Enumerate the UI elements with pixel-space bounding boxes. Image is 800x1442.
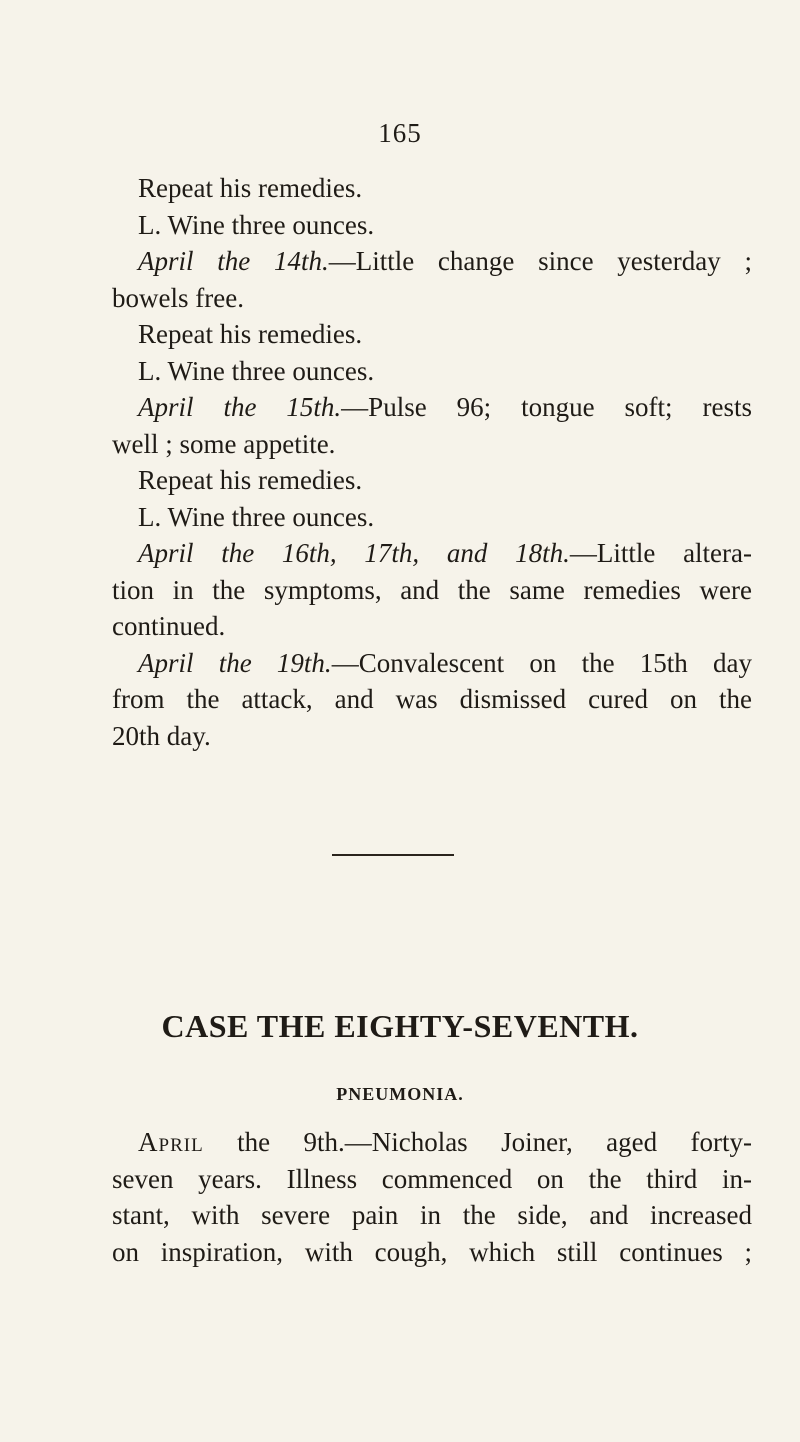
- text-line: bowels free.: [112, 282, 244, 313]
- entry-date: April the 15th.: [138, 392, 342, 422]
- entry-lead: April: [138, 1127, 204, 1157]
- entry-date: April the 14th.: [138, 246, 329, 276]
- text-line: continued.: [112, 611, 226, 641]
- text-line: L. Wine three ounces.: [138, 209, 375, 240]
- case-body: [112, 1124, 752, 1270]
- dated-entry: April the 14th.—Little change since yesterday ;: [138, 246, 752, 276]
- text-line: L. Wine three ounces.: [138, 501, 375, 532]
- text-line: well ; some appetite.: [112, 428, 336, 459]
- entry-date: April the 16th, 17th, and 18th.: [138, 538, 570, 568]
- case-notes: [112, 170, 752, 754]
- page-number: 165: [378, 118, 422, 148]
- text-line: from the attack, and was dismissed cured on the: [112, 684, 752, 714]
- text-line: Repeat his remedies.: [138, 465, 363, 495]
- text-line: seven years. Illness commenced on the third in-: [112, 1163, 752, 1194]
- section-divider: [332, 854, 454, 856]
- text-line: April the 9th.—Nicholas Joiner, aged forty-: [138, 1127, 752, 1157]
- dated-entry: April the 16th, 17th, and 18th.—Little altera-: [138, 538, 753, 568]
- text-line: tion in the symptoms, and the same remedies were: [112, 574, 752, 605]
- text-line: stant, with severe pain in the side, and increased: [112, 1200, 752, 1230]
- dated-entry: April the 19th.—Convalescent on the 15th day: [138, 647, 752, 678]
- entry-date: April the 19th.: [138, 647, 332, 678]
- text-line: L. Wine three ounces.: [138, 355, 375, 386]
- text-line: 20th day.: [112, 720, 211, 751]
- text-line: Repeat his remedies.: [138, 173, 363, 203]
- dated-entry: April the 15th.—Pulse 96; tongue soft; rests: [138, 392, 752, 422]
- text-line: Repeat his remedies.: [138, 319, 363, 349]
- text-line: on inspiration, with cough, which still continues ;: [112, 1236, 752, 1267]
- case-title: CASE THE EIGHTY-SEVENTH.: [161, 1008, 639, 1044]
- case-subtitle: PNEUMONIA.: [336, 1084, 464, 1104]
